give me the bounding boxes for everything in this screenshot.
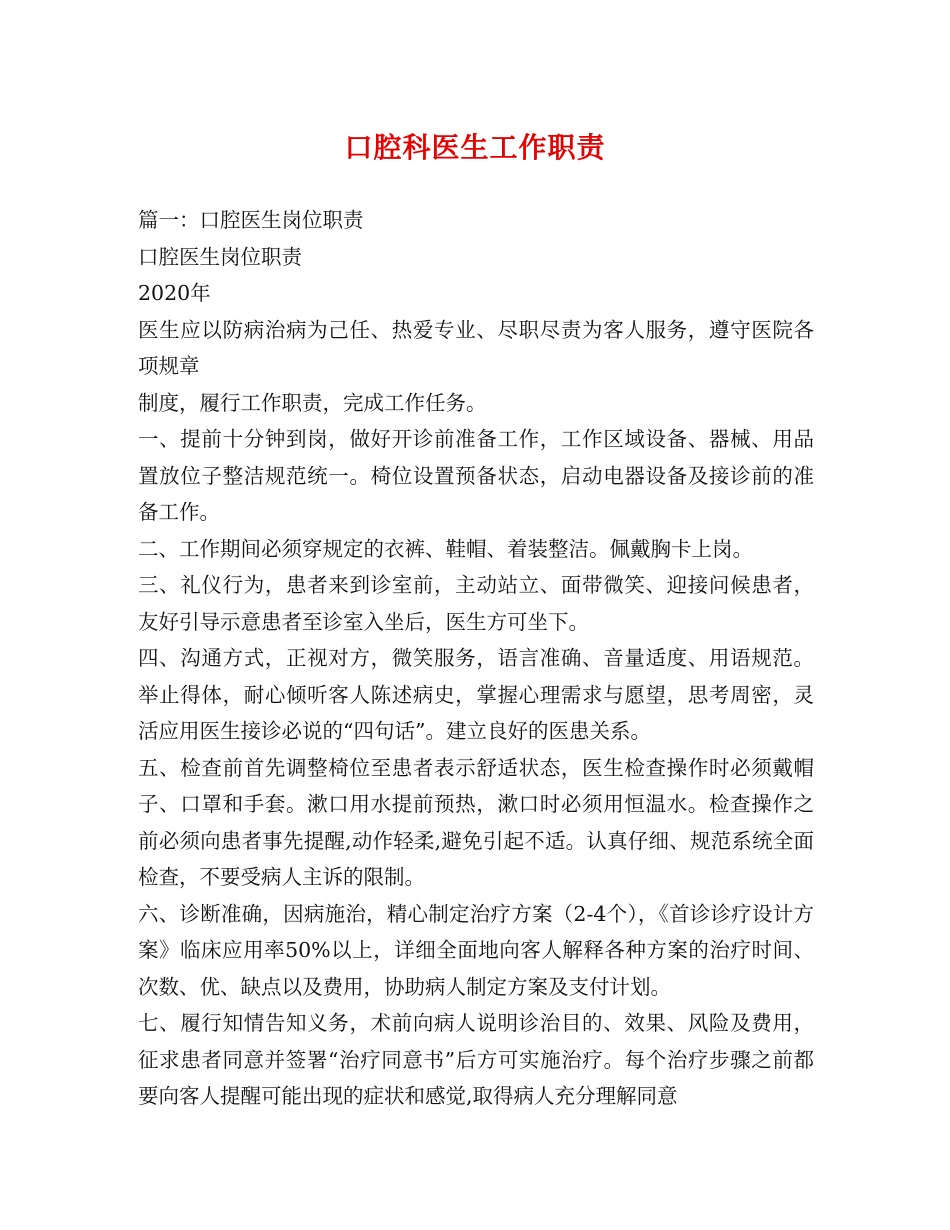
subheading: 口腔医生岗位职责	[138, 244, 302, 269]
paragraph: 制度，履行工作职责，完成工作任务。	[138, 390, 487, 415]
paragraph-item-5: 五、检查前首先调整椅位至患者表示舒适状态，医生检查操作时必须戴帽子、口罩和手套。漱口用水提前预热，漱口时必须用恒温水。检查操作之前必须向患者事先提醒,动作轻柔,避免引起不适。认真仔细、规范系统全面检查，不要受病人主诉的限制。	[138, 755, 814, 889]
paragraph-item-4: 四、沟通方式，正视对方，微笑服务，语言准确、音量适度、用语规范。举止得体，耐心倾听客人陈述病史，掌握心理需求与愿望，思考周密，灵活应用医生接诊必说的“四句话”。建立良好的医患关系。	[138, 646, 814, 743]
paragraph-item-7: 七、履行知情告知义务，术前向病人说明诊治目的、效果、风险及费用，征求患者同意并签署“治疗同意书”后方可实施治疗。每个治疗步骤之前都要向客人提醒可能出现的症状和感觉,取得病人充分理解同意	[138, 1011, 814, 1108]
paragraph-item-6: 六、诊断准确，因病施治，精心制定治疗方案（2-4个），《首诊诊疗设计方案》临床应用率50%以上，详细全面地向客人解释各种方案的治疗时间、次数、优、缺点以及费用，协助病人制定方案及支付计划。	[138, 901, 814, 999]
paragraph-item-3: 三、礼仪行为，患者来到诊室前，主动站立、面带微笑、迎接问候患者，友好引导示意患者至诊室入坐后，医生方可坐下。	[138, 573, 814, 634]
document-body	[138, 202, 814, 1115]
year-line: 2020年	[138, 281, 211, 305]
paragraph-item-2: 二、工作期间必须穿规定的衣裤、鞋帽、着装整洁。佩戴胸卡上岗。	[138, 536, 753, 561]
paragraph: 医生应以防病治病为己任、热爱专业、尽职尽责为客人服务，遵守医院各项规章	[138, 317, 814, 378]
section-heading: 篇一：口腔医生岗位职责	[138, 208, 364, 232]
paragraph-item-1: 一、提前十分钟到岗，做好开诊前准备工作，工作区域设备、器械、用品置放位子整洁规范统一。椅位设置预备状态，启动电器设备及接诊前的准备工作。	[138, 427, 814, 524]
document-title: 口腔科医生工作职责	[344, 131, 606, 164]
